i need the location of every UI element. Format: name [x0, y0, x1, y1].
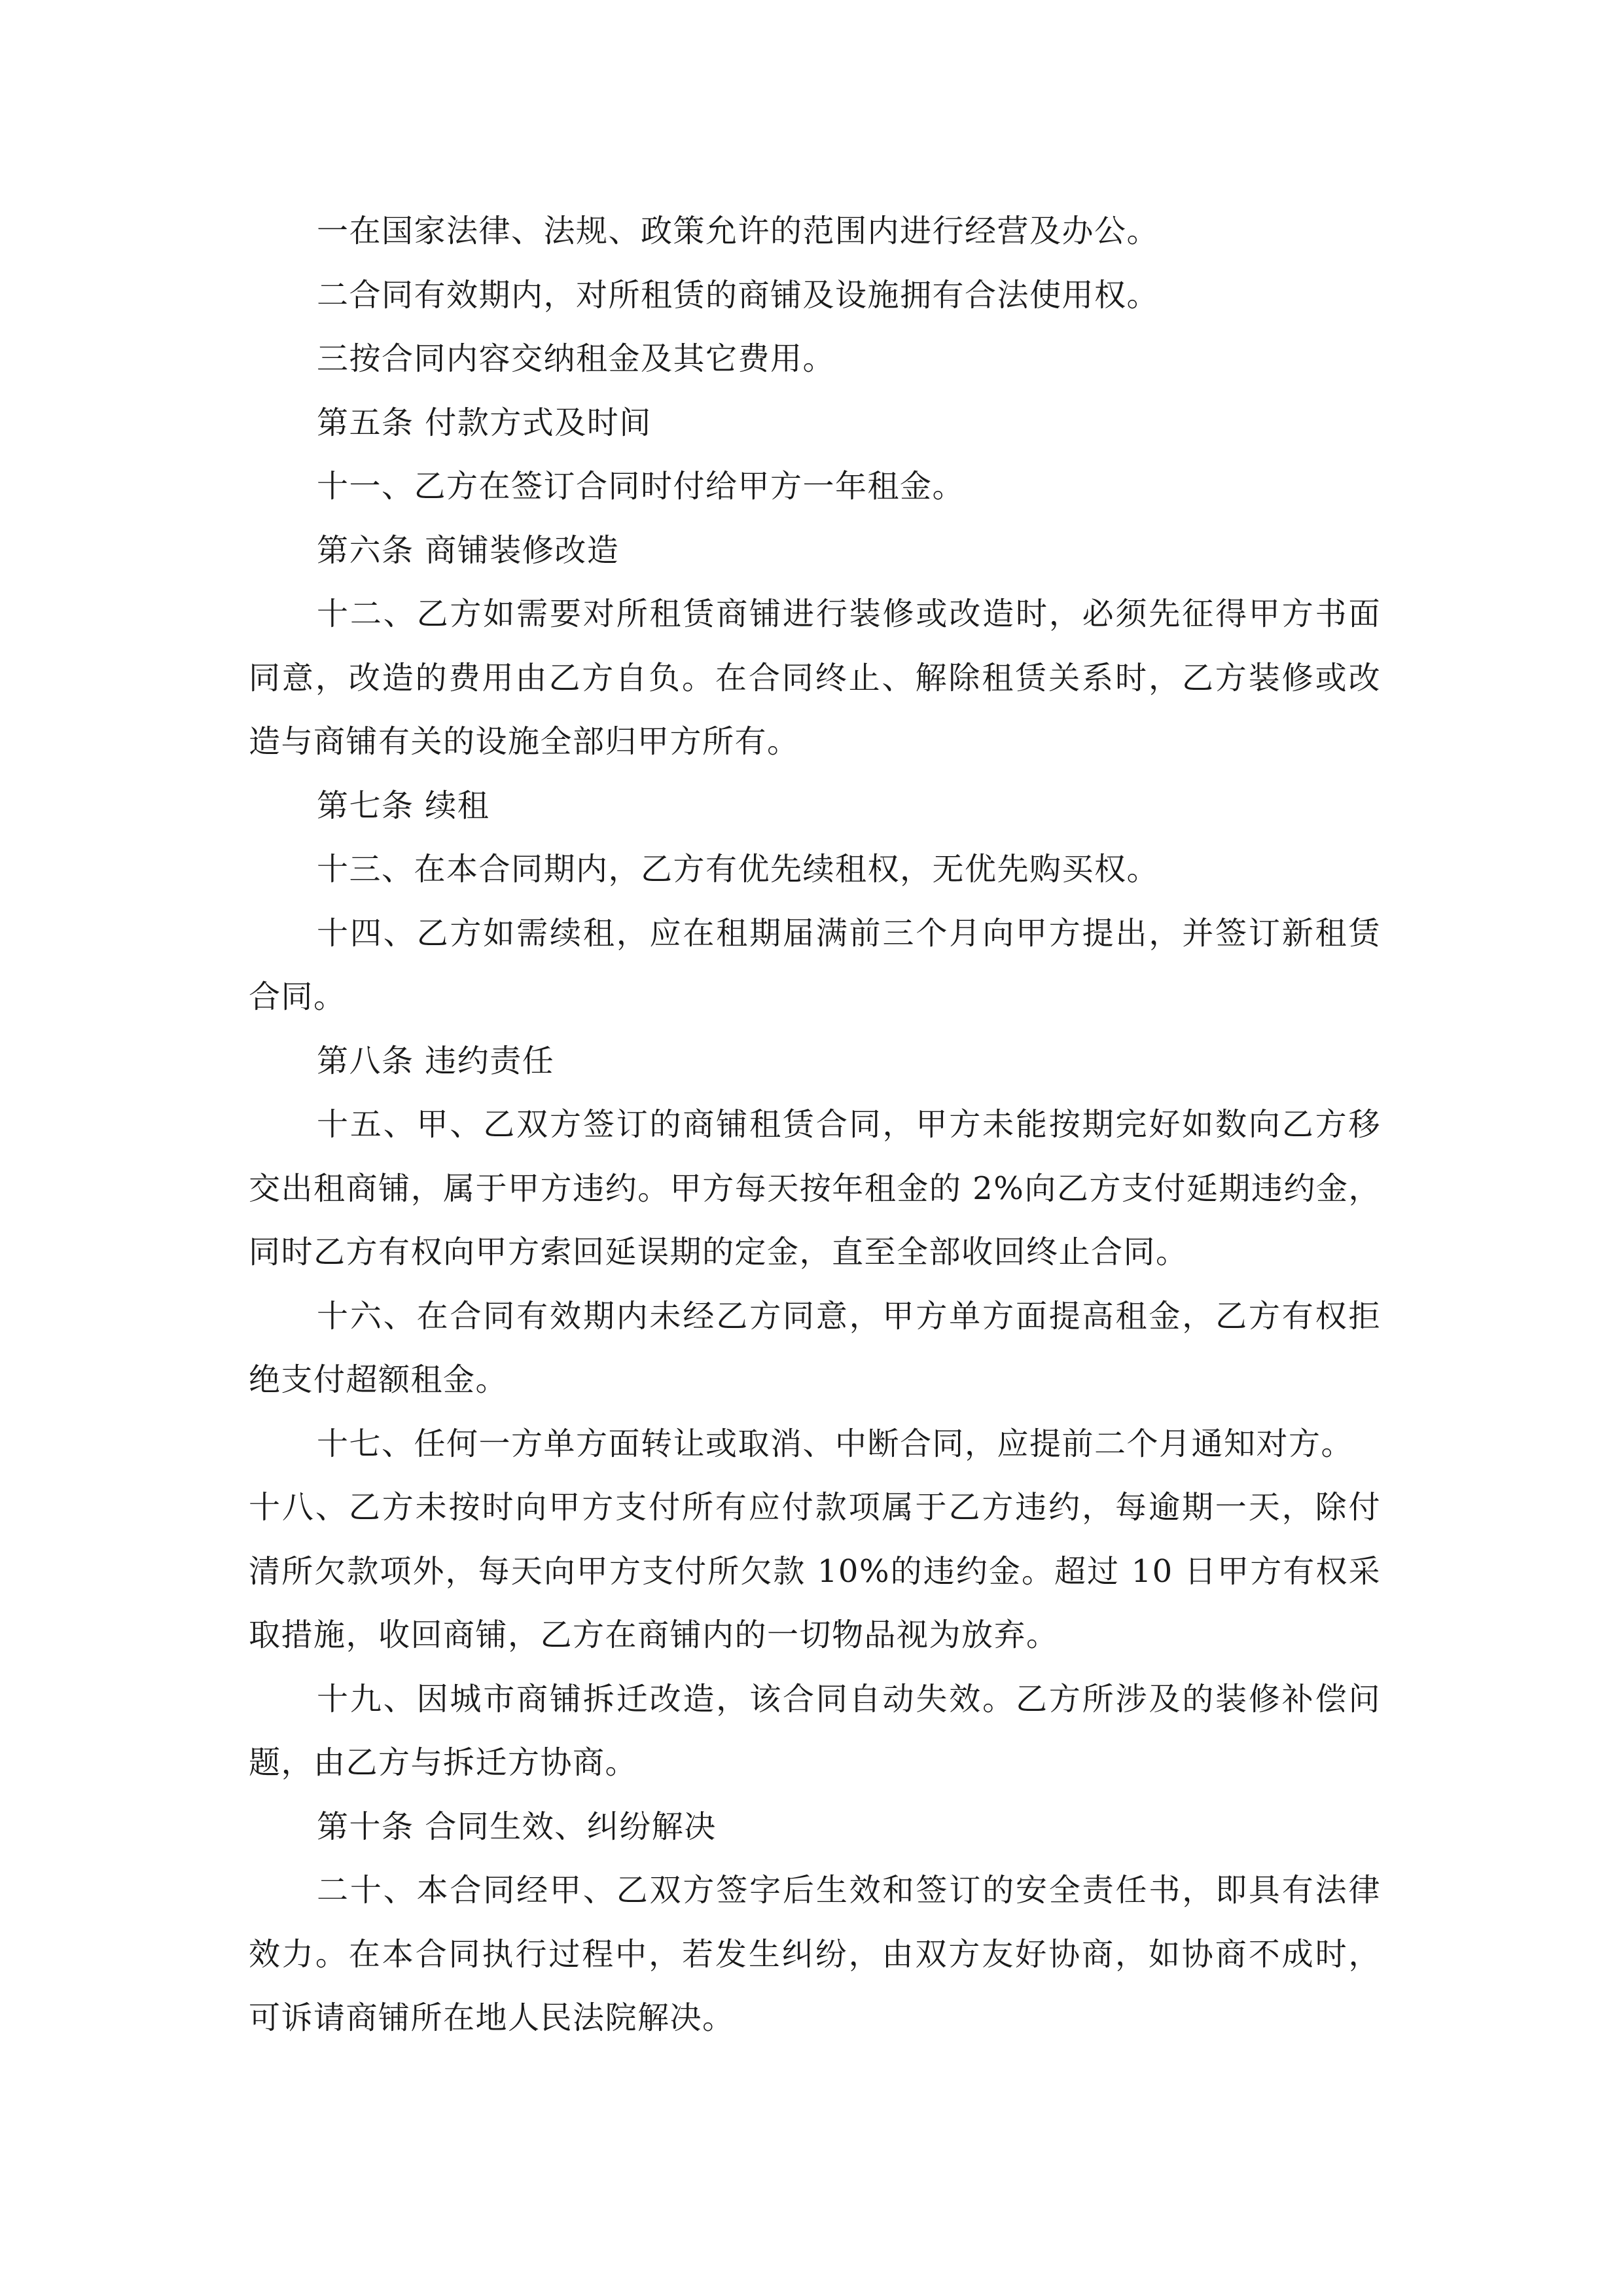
clause-12: 十二、乙方如需要对所租赁商铺进行装修或改造时，必须先征得甲方书面同意，改造的费用由乙方自负。在合同终止、解除租赁关系时，乙方装修或改造与商铺有关的设施全部归甲方所有。	[249, 596, 1381, 760]
clause-17: 十七、任何一方单方面转让或取消、中断合同，应提前二个月通知对方。	[317, 1425, 1354, 1462]
clause-20: 二十、本合同经甲、乙双方签字后生效和签订的安全责任书，即具有法律效力。在本合同执行过程中，若发生纠纷，由双方友好协商，如协商不成时，可诉请商铺所在地人民法院解决。	[249, 1872, 1381, 2036]
clause-13: 十三、在本合同期内，乙方有优先续租权，无优先购买权。	[317, 851, 1160, 888]
article-8-heading: 第八条 违约责任	[317, 1042, 555, 1079]
clause-item-1: 一在国家法律、法规、政策允许的范围内进行经营及办公。	[317, 213, 1160, 249]
document-body	[249, 200, 1381, 2051]
clause-15: 十五、甲、乙双方签订的商铺租赁合同，甲方未能按期完好如数向乙方移交出租商铺，属于甲方违约。甲方每天按年租金的 2%向乙方支付延期违约金，同时乙方有权向甲方索回延误期的定金，直至全部收回终止合同。	[249, 1106, 1381, 1270]
clause-18: 十八、乙方未按时向甲方支付所有应付款项属于乙方违约，每逾期一天，除付清所欠款项外，每天向甲方支付所欠款 10%的违约金。超过 10 日甲方有权采取措施，收回商铺，乙方在商铺内的一切物品视为放弃。	[249, 1489, 1381, 1653]
clause-16: 十六、在合同有效期内未经乙方同意，甲方单方面提高租金，乙方有权拒绝支付超额租金。	[249, 1297, 1381, 1398]
clause-19: 十九、因城市商铺拆迁改造，该合同自动失效。乙方所涉及的装修补偿问题，由乙方与拆迁方协商。	[249, 1680, 1381, 1781]
article-6-heading: 第六条 商铺装修改造	[317, 531, 620, 569]
article-5-heading: 第五条 付款方式及时间	[317, 404, 652, 441]
article-7-heading: 第七条 续租	[317, 787, 490, 824]
clause-14: 十四、乙方如需续租，应在租期届满前三个月向甲方提出，并签订新租赁合同。	[249, 914, 1381, 1015]
clause-item-3: 三按合同内容交纳租金及其它费用。	[317, 340, 836, 377]
article-10-heading: 第十条 合同生效、纠纷解决	[317, 1808, 717, 1845]
clause-item-2: 二合同有效期内，对所租赁的商铺及设施拥有合法使用权。	[317, 276, 1160, 314]
clause-11: 十一、乙方在签订合同时付给甲方一年租金。	[317, 468, 965, 505]
